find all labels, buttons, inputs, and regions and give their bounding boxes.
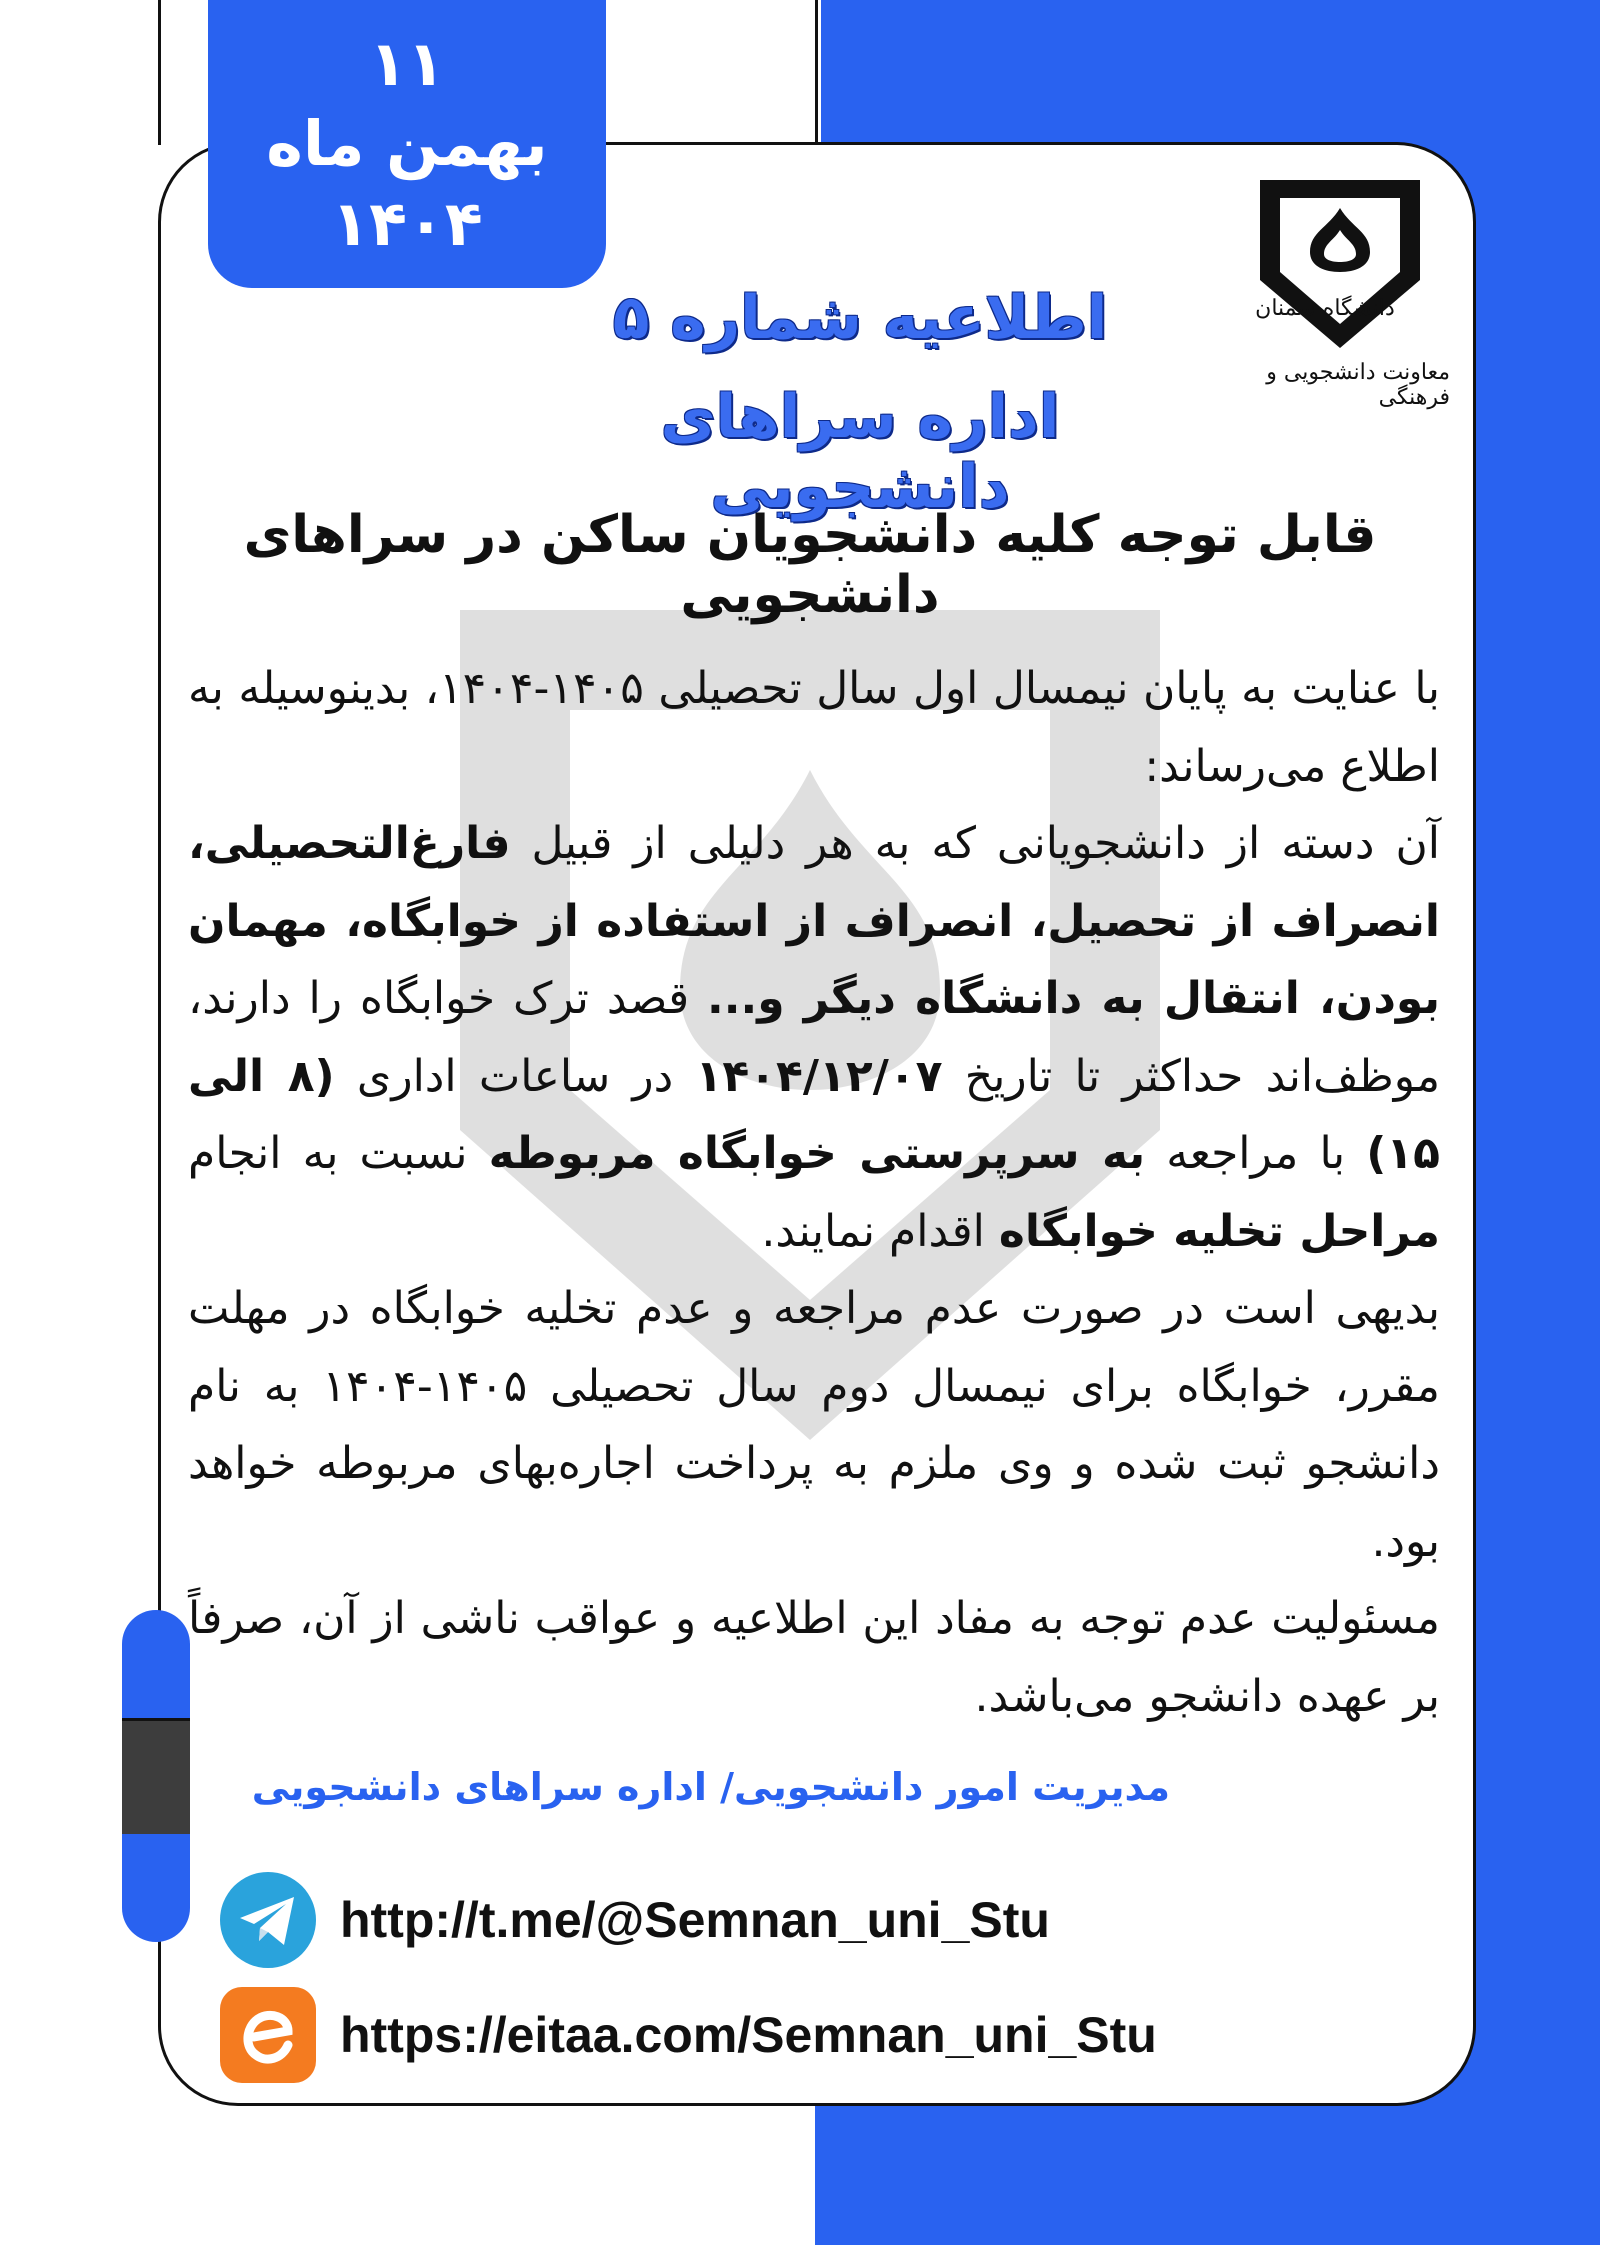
bold-dorm-supervisor: به سرپرستی خوابگاه مربوطه [488, 1128, 1146, 1179]
eitaa-icon [218, 1985, 318, 2085]
subheading: قابل توجه کلیه دانشجویان ساکن در سراهای دانشجویی [243, 505, 1377, 625]
office-title: اداره سراهای دانشجویی [660, 382, 1060, 522]
bold-checkout-steps: مراحل تخلیه خوابگاه [998, 1205, 1440, 1257]
body-paragraph-2 [188, 805, 1440, 1270]
body-paragraph-3: بدیهی است در صورت عدم مراجعه و عدم تخلیه خوابگاه در مهلت مقرر، خوابگاه برای نیمسال دوم سال تحصیلی ۱۴۰۵-۱۴۰۴ به نام دانشجو ثبت شده و وی ملزم به پرداخت اجاره‌بهای مربوطه خواهد بود. [188, 1283, 1440, 1567]
signature: مدیریت امور دانشجویی/ اداره سراهای دانشجویی [251, 1765, 1170, 1809]
text-span: با مراجعه [1145, 1128, 1367, 1179]
notice-title: اطلاعیه شماره ۵ [612, 283, 1108, 353]
logo-university-name: دانشگاه سمنان [1255, 296, 1395, 321]
text-span: اقدام نمایند. [761, 1205, 999, 1257]
date-badge [208, 0, 606, 288]
text-span: قصد ترک خوابگاه را دارند، موظف‌اند حداکثر تا تاریخ [188, 973, 1441, 1102]
body-paragraph-4: مسئولیت عدم توجه به مفاد این اطلاعیه و عواقب ناشی از آن، صرفاً بر عهده دانشجو می‌باشد. [188, 1593, 1440, 1722]
bold-office-hours: (۸ الی ۱۵) [188, 1050, 1441, 1179]
text-span: نسبت به انجام [188, 1128, 489, 1179]
eitaa-link-row[interactable] [218, 1985, 1157, 2085]
date-month: بهمن ماه [266, 107, 548, 180]
text-span: در ساعات اداری [334, 1050, 696, 1102]
body-paragraph-1: با عنایت به پایان نیمسال اول سال تحصیلی ۱۴۰۵-۱۴۰۴، بدینوسیله به اطلاع می‌رساند: [188, 663, 1440, 792]
eitaa-url[interactable]: https://eitaa.com/Semnan_uni_Stu [340, 2007, 1157, 2063]
bold-deadline-date: ۱۴۰۴/۱۲/۰۷ [695, 1050, 943, 1102]
telegram-url[interactable]: http://t.me/@Semnan_uni_Stu [340, 1892, 1050, 1948]
logo-department-name: معاونت دانشجویی و فرهنگی [1266, 360, 1450, 410]
divider [815, 0, 818, 145]
date-day: ۱۱ [369, 27, 445, 100]
telegram-link-row[interactable] [218, 1870, 1050, 1970]
date-year: ۱۴۰۴ [331, 187, 483, 260]
side-tab-blue-top [122, 1610, 190, 1718]
bold-reasons: فارغ‌التحصیلی، انصراف از تحصیل، انصراف از استفاده از خوابگاه، مهمان بودن، انتقال به دانشگاه دیگر و... [188, 818, 1440, 1024]
side-tab-blue-bottom [122, 1834, 190, 1942]
text-span: آن دسته از دانشجویانی که به هر دلیلی از قبیل [510, 818, 1440, 869]
side-tab-dark [122, 1718, 190, 1837]
telegram-icon [218, 1870, 318, 1970]
notice-body [188, 650, 1440, 1735]
